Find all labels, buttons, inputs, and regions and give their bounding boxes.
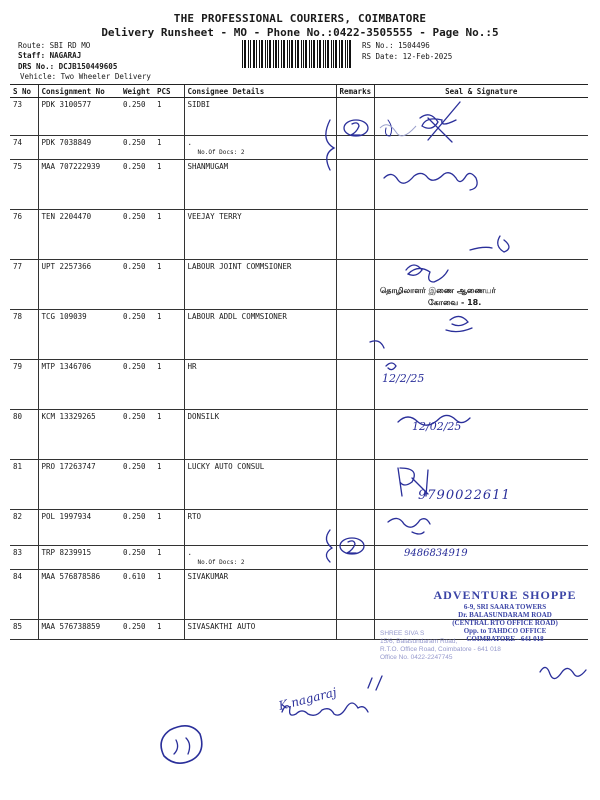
route-label: Route: SBI RD MO bbox=[18, 41, 91, 50]
cell-pcs: 1 bbox=[154, 546, 184, 570]
cell-pcs: 1 bbox=[154, 98, 184, 136]
company-title: THE PROFESSIONAL COURIERS, COIMBATORE bbox=[173, 12, 427, 25]
bracket-mark bbox=[326, 120, 334, 170]
cell-consignment: PRO 17263747 bbox=[38, 460, 120, 510]
cell-consignment: PDK 3100577 bbox=[38, 98, 120, 136]
cell-weight: 0.610 bbox=[120, 570, 154, 620]
cell-sno: 75 bbox=[10, 160, 38, 210]
cell-consignee: . bbox=[187, 138, 193, 147]
cell-weight: 0.250 bbox=[120, 620, 154, 640]
cell-sno: 84 bbox=[10, 570, 38, 620]
cell-pcs: 1 bbox=[154, 260, 184, 310]
cell-pcs: 1 bbox=[154, 410, 184, 460]
cell-consignment: KCM 13329265 bbox=[38, 410, 120, 460]
col-remarks: Remarks bbox=[336, 85, 374, 98]
cell-weight: 0.250 bbox=[120, 210, 154, 260]
cell-sno: 83 bbox=[10, 546, 38, 570]
handwritten-phone-81: 9790022611 bbox=[418, 488, 511, 503]
cell-weight: 0.250 bbox=[120, 546, 154, 570]
vehicle-label: Vehicle: Two Wheeler Delivery bbox=[20, 72, 151, 81]
cell-pcs: 1 bbox=[154, 210, 184, 260]
cell-consignee: . bbox=[187, 548, 193, 557]
handwritten-phone-83: 9486834919 bbox=[404, 548, 468, 559]
docs-count: No.Of Docs: 2 bbox=[197, 149, 245, 156]
cell-pcs: 1 bbox=[154, 160, 184, 210]
cell-consignee: SHANMUGAM bbox=[184, 160, 336, 210]
cell-sno: 77 bbox=[10, 260, 38, 310]
cell-weight: 0.250 bbox=[120, 98, 154, 136]
col-pcs: PCS bbox=[154, 85, 184, 98]
handwritten-signature-footer: K.nagaraj bbox=[277, 685, 338, 713]
cell-consignee: LABOUR ADDL COMMSIONER bbox=[184, 310, 336, 360]
cell-weight: 0.250 bbox=[120, 510, 154, 546]
cell-consignment: UPT 2257366 bbox=[38, 260, 120, 310]
cell-sno: 82 bbox=[10, 510, 38, 546]
cell-consignee: SIVAKUMAR bbox=[184, 570, 336, 620]
cell-consignment: MAA 707222939 bbox=[38, 160, 120, 210]
cell-pcs: 1 bbox=[154, 360, 184, 410]
stamp-tamil-line1: தொழிலாளர் இணை ஆணையர் bbox=[380, 286, 496, 295]
cell-consignee: VEEJAY TERRY bbox=[184, 210, 336, 260]
col-consignment: Consignment No bbox=[38, 85, 120, 98]
cell-consignee: DONSILK bbox=[184, 410, 336, 460]
cell-consignee: HR bbox=[184, 360, 336, 410]
handwritten-date-80: 12/02/25 bbox=[412, 420, 462, 433]
cell-pcs: 1 bbox=[154, 620, 184, 640]
col-sno: S No bbox=[10, 85, 38, 98]
cell-consignee: LUCKY AUTO CONSUL bbox=[184, 460, 336, 510]
runsheet-subtitle: Delivery Runsheet - MO - Phone No.:0422-3505555 - Page No.:5 bbox=[101, 26, 499, 39]
cell-consignment: PDK 7038849 bbox=[38, 136, 120, 160]
cell-weight: 0.250 bbox=[120, 136, 154, 160]
cell-sno: 81 bbox=[10, 460, 38, 510]
cell-consignee: LABOUR JOINT COMMSIONER bbox=[184, 260, 336, 310]
docs-count: No.Of Docs: 2 bbox=[197, 559, 245, 566]
cell-consignee: RTO bbox=[184, 510, 336, 546]
cell-weight: 0.250 bbox=[120, 360, 154, 410]
cell-weight: 0.250 bbox=[120, 310, 154, 360]
stamp-company-name: ADVENTURE SHOPPE bbox=[433, 588, 577, 602]
shree-siva-stamp: SHREE SIVA S 15/6, Balasundaram Road, R.T.O. Office Road, Coimbatore - 641 018 Office No. 0422-2247745 bbox=[380, 630, 501, 661]
rs-date: RS Date: 12-Feb-2025 bbox=[362, 52, 453, 61]
cell-sno: 85 bbox=[10, 620, 38, 640]
staff-label: Staff: NAGARAJ bbox=[18, 51, 82, 60]
cell-consignment: MTP 1346706 bbox=[38, 360, 120, 410]
cell-pcs: 1 bbox=[154, 460, 184, 510]
cell-consignment: TRP 8239915 bbox=[38, 546, 120, 570]
cell-sno: 74 bbox=[10, 136, 38, 160]
col-seal: Seal & Signature bbox=[374, 85, 588, 98]
cell-weight: 0.250 bbox=[120, 260, 154, 310]
cell-weight: 0.250 bbox=[120, 160, 154, 210]
cell-pcs: 1 bbox=[154, 136, 184, 160]
cell-pcs: 1 bbox=[154, 310, 184, 360]
col-weight: Weight bbox=[120, 85, 154, 98]
col-consignee: Consignee Details bbox=[184, 85, 336, 98]
cell-consignment: POL 1997934 bbox=[38, 510, 120, 546]
cell-sno: 73 bbox=[10, 98, 38, 136]
adventure-shoppe-stamp: ADVENTURE SHOPPE 6-9, SRI SAARA TOWERS Dr. BALASUNDARAM ROAD (CENTRAL RTO OFFICE ROAD) Opp. to TAHDCO OFFICE COIMBATORE - 641 018 bbox=[420, 588, 590, 643]
drs-number: DRS No.: DCJB150449605 bbox=[18, 62, 118, 71]
cell-pcs: 1 bbox=[154, 570, 184, 620]
cell-sno: 76 bbox=[10, 210, 38, 260]
cell-consignment: TCG 109039 bbox=[38, 310, 120, 360]
cell-weight: 0.250 bbox=[120, 460, 154, 510]
cell-consignee: SIVASAKTHI AUTO bbox=[184, 620, 336, 640]
handwritten-date-79: 12/2/25 bbox=[382, 372, 425, 385]
cell-pcs: 1 bbox=[154, 510, 184, 546]
cell-sno: 80 bbox=[10, 410, 38, 460]
cell-consignee: SIDBI bbox=[184, 98, 336, 136]
cell-consignment: MAA 576738859 bbox=[38, 620, 120, 640]
cell-consignment: MAA 576878586 bbox=[38, 570, 120, 620]
rs-number: RS No.: 1504496 bbox=[362, 41, 430, 50]
cell-consignment: TEN 2204470 bbox=[38, 210, 120, 260]
stamp-tamil-line2: கோவை - 18. bbox=[428, 298, 482, 307]
cell-weight: 0.250 bbox=[120, 410, 154, 460]
cell-sno: 79 bbox=[10, 360, 38, 410]
cell-sno: 78 bbox=[10, 310, 38, 360]
